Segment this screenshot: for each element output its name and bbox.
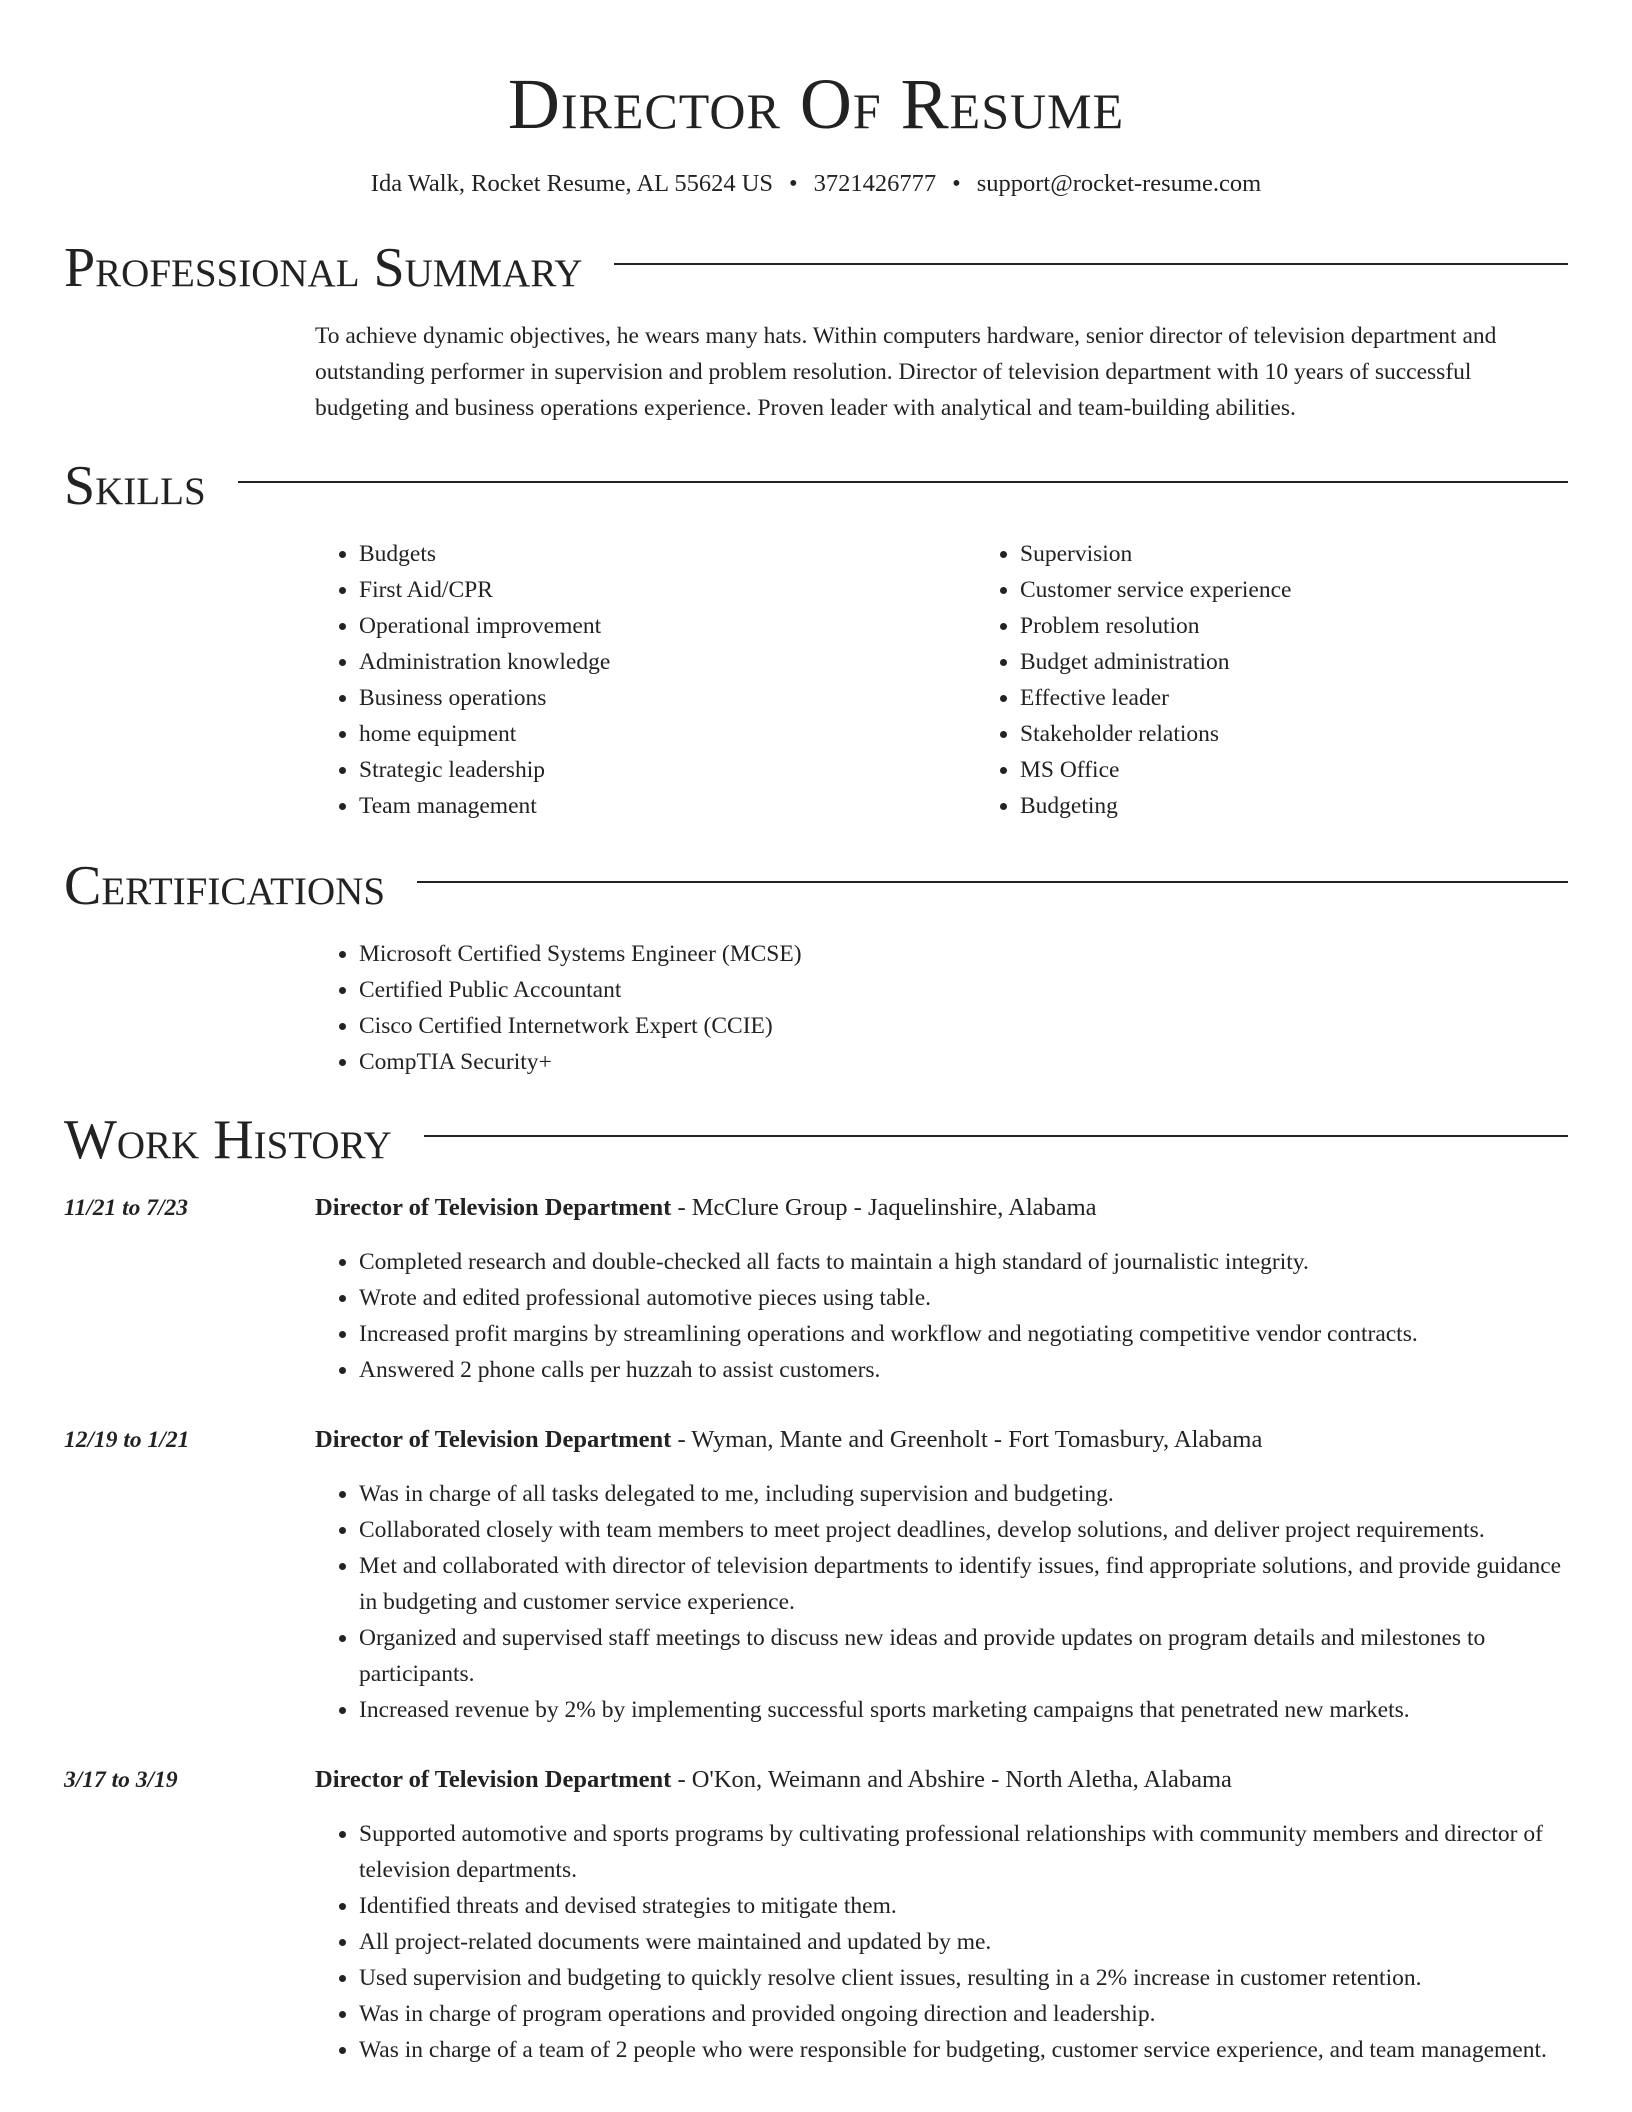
job-duty-item: • Increased revenue by 2% by implementing successful sports marketing campaigns that penetrated new markets.	[359, 1692, 1568, 1728]
section-header-certifications	[64, 854, 1568, 918]
job-details	[315, 1422, 1568, 1728]
job-entry	[64, 1762, 1568, 2068]
work-history-list	[64, 1190, 1568, 2068]
skill-item: • Budget administration	[1020, 644, 1632, 680]
certifications-list	[315, 936, 1568, 1080]
section-title-summary: Professional Summary	[64, 237, 583, 299]
job-dates: 3/17 to 3/19	[64, 1767, 178, 1793]
section-divider	[417, 881, 1568, 883]
job-entry	[64, 1422, 1568, 1728]
contact-email[interactable]: support@rocket-resume.com	[976, 170, 1262, 197]
job-duty-item: • Met and collaborated with director of television departments to identify issues, find appropriate solutions, and provide guidance in budgeting and customer service experience.	[359, 1548, 1568, 1620]
skill-item: • Effective leader	[1020, 680, 1632, 716]
summary-text: To achieve dynamic objectives, he wears many hats. Within computers hardware, senior director of television department and outstanding performer in supervision and problem resolution. Director of television department with 10 years of successful budgeting and business operations experience. Proven leader with analytical and team-building abilities.	[315, 323, 1497, 421]
section-divider	[614, 263, 1568, 265]
certification-item: • Cisco Certified Internetwork Expert (CCIE)	[359, 1008, 1568, 1044]
contact-line	[64, 168, 1568, 200]
job-details	[315, 1190, 1568, 1388]
certifications-block	[315, 936, 1568, 1080]
bullet-separator: •	[952, 170, 961, 197]
skill-item: • Customer service experience	[1020, 572, 1632, 608]
job-duty-item: • All project-related documents were maintained and updated by me.	[359, 1924, 1568, 1960]
skill-item: • Administration knowledge	[359, 644, 976, 680]
skills-list	[315, 536, 1568, 824]
job-duty-item: • Identified threats and devised strategies to mitigate them.	[359, 1888, 1568, 1924]
section-header-skills	[64, 454, 1568, 518]
skill-item: • Team management	[359, 788, 976, 824]
skill-item: • MS Office	[1020, 752, 1632, 788]
job-duty-item: • Wrote and edited professional automotive pieces using table.	[359, 1280, 1568, 1316]
job-employer-location: - McClure Group - Jaquelinshire, Alabama	[671, 1194, 1097, 1221]
job-dates: 12/19 to 1/21	[64, 1427, 190, 1453]
skills-column-right	[976, 536, 1632, 824]
document-title: Director Of Resume	[507, 64, 1125, 144]
skill-item: • Strategic leadership	[359, 752, 976, 788]
job-duty-item: • Answered 2 phone calls per huzzah to assist customers.	[359, 1352, 1568, 1388]
section-title-work-history: Work History	[64, 1109, 392, 1171]
skill-item: • home equipment	[359, 716, 976, 752]
job-duty-item: • Was in charge of all tasks delegated to me, including supervision and budgeting.	[359, 1476, 1568, 1512]
certification-item: • Certified Public Accountant	[359, 972, 1568, 1008]
job-duty-item: • Was in charge of program operations and provided ongoing direction and leadership.	[359, 1996, 1568, 2032]
job-title: Director of Television Department	[315, 1766, 672, 1793]
job-duty-item: • Supported automotive and sports programs by cultivating professional relationships with community members and director of television departments.	[359, 1816, 1568, 1888]
bullet-separator: •	[789, 170, 798, 197]
job-heading	[315, 1762, 1568, 1798]
job-employer-location: - Wyman, Mante and Greenholt - Fort Tomasbury, Alabama	[671, 1426, 1263, 1453]
job-duties-list	[315, 1476, 1568, 1728]
skill-item: • Operational improvement	[359, 608, 976, 644]
certification-item: • Microsoft Certified Systems Engineer (MCSE)	[359, 936, 1568, 972]
job-duty-item: • Organized and supervised staff meetings to discuss new ideas and provide updates on program details and milestones to participants.	[359, 1620, 1568, 1692]
section-header-summary	[64, 236, 1568, 300]
job-heading	[315, 1422, 1568, 1458]
job-duty-item: • Was in charge of a team of 2 people who were responsible for budgeting, customer service experience, and team management.	[359, 2032, 1568, 2068]
contact-phone: 3721426777	[813, 170, 937, 197]
certification-item: • CompTIA Security+	[359, 1044, 1568, 1080]
job-heading	[315, 1190, 1568, 1226]
job-dates: 11/21 to 7/23	[64, 1195, 189, 1221]
contact-address: Ida Walk, Rocket Resume, AL 55624 US	[370, 170, 774, 197]
job-duties-list	[315, 1816, 1568, 2068]
job-title: Director of Television Department	[315, 1194, 672, 1221]
summary-block	[315, 318, 1568, 426]
job-duty-item: • Collaborated closely with team members to meet project deadlines, develop solutions, and deliver project requirements.	[359, 1512, 1568, 1548]
skill-item: • Budgets	[359, 536, 976, 572]
job-duties-list	[315, 1244, 1568, 1388]
skill-item: • Problem resolution	[1020, 608, 1632, 644]
section-title-certifications: Certifications	[64, 855, 386, 917]
skills-column-left	[315, 536, 976, 824]
section-divider	[238, 481, 1568, 483]
job-duty-item: • Increased profit margins by streamlining operations and workflow and negotiating competitive vendor contracts.	[359, 1316, 1568, 1352]
job-employer-location: - O'Kon, Weimann and Abshire - North Aletha, Alabama	[671, 1766, 1232, 1793]
job-entry	[64, 1190, 1568, 1388]
job-details	[315, 1762, 1568, 2068]
skill-item: • Business operations	[359, 680, 976, 716]
section-header-work-history	[64, 1108, 1568, 1172]
job-duty-item: • Used supervision and budgeting to quickly resolve client issues, resulting in a 2% increase in customer retention.	[359, 1960, 1568, 1996]
job-duty-item: • Completed research and double-checked all facts to maintain a high standard of journalistic integrity.	[359, 1244, 1568, 1280]
section-title-skills: Skills	[64, 455, 206, 517]
skill-item: • Budgeting	[1020, 788, 1632, 824]
skill-item: • Stakeholder relations	[1020, 716, 1632, 752]
skill-item: • Supervision	[1020, 536, 1632, 572]
skill-item: • First Aid/CPR	[359, 572, 976, 608]
job-title: Director of Television Department	[315, 1426, 672, 1453]
section-divider	[424, 1135, 1568, 1137]
